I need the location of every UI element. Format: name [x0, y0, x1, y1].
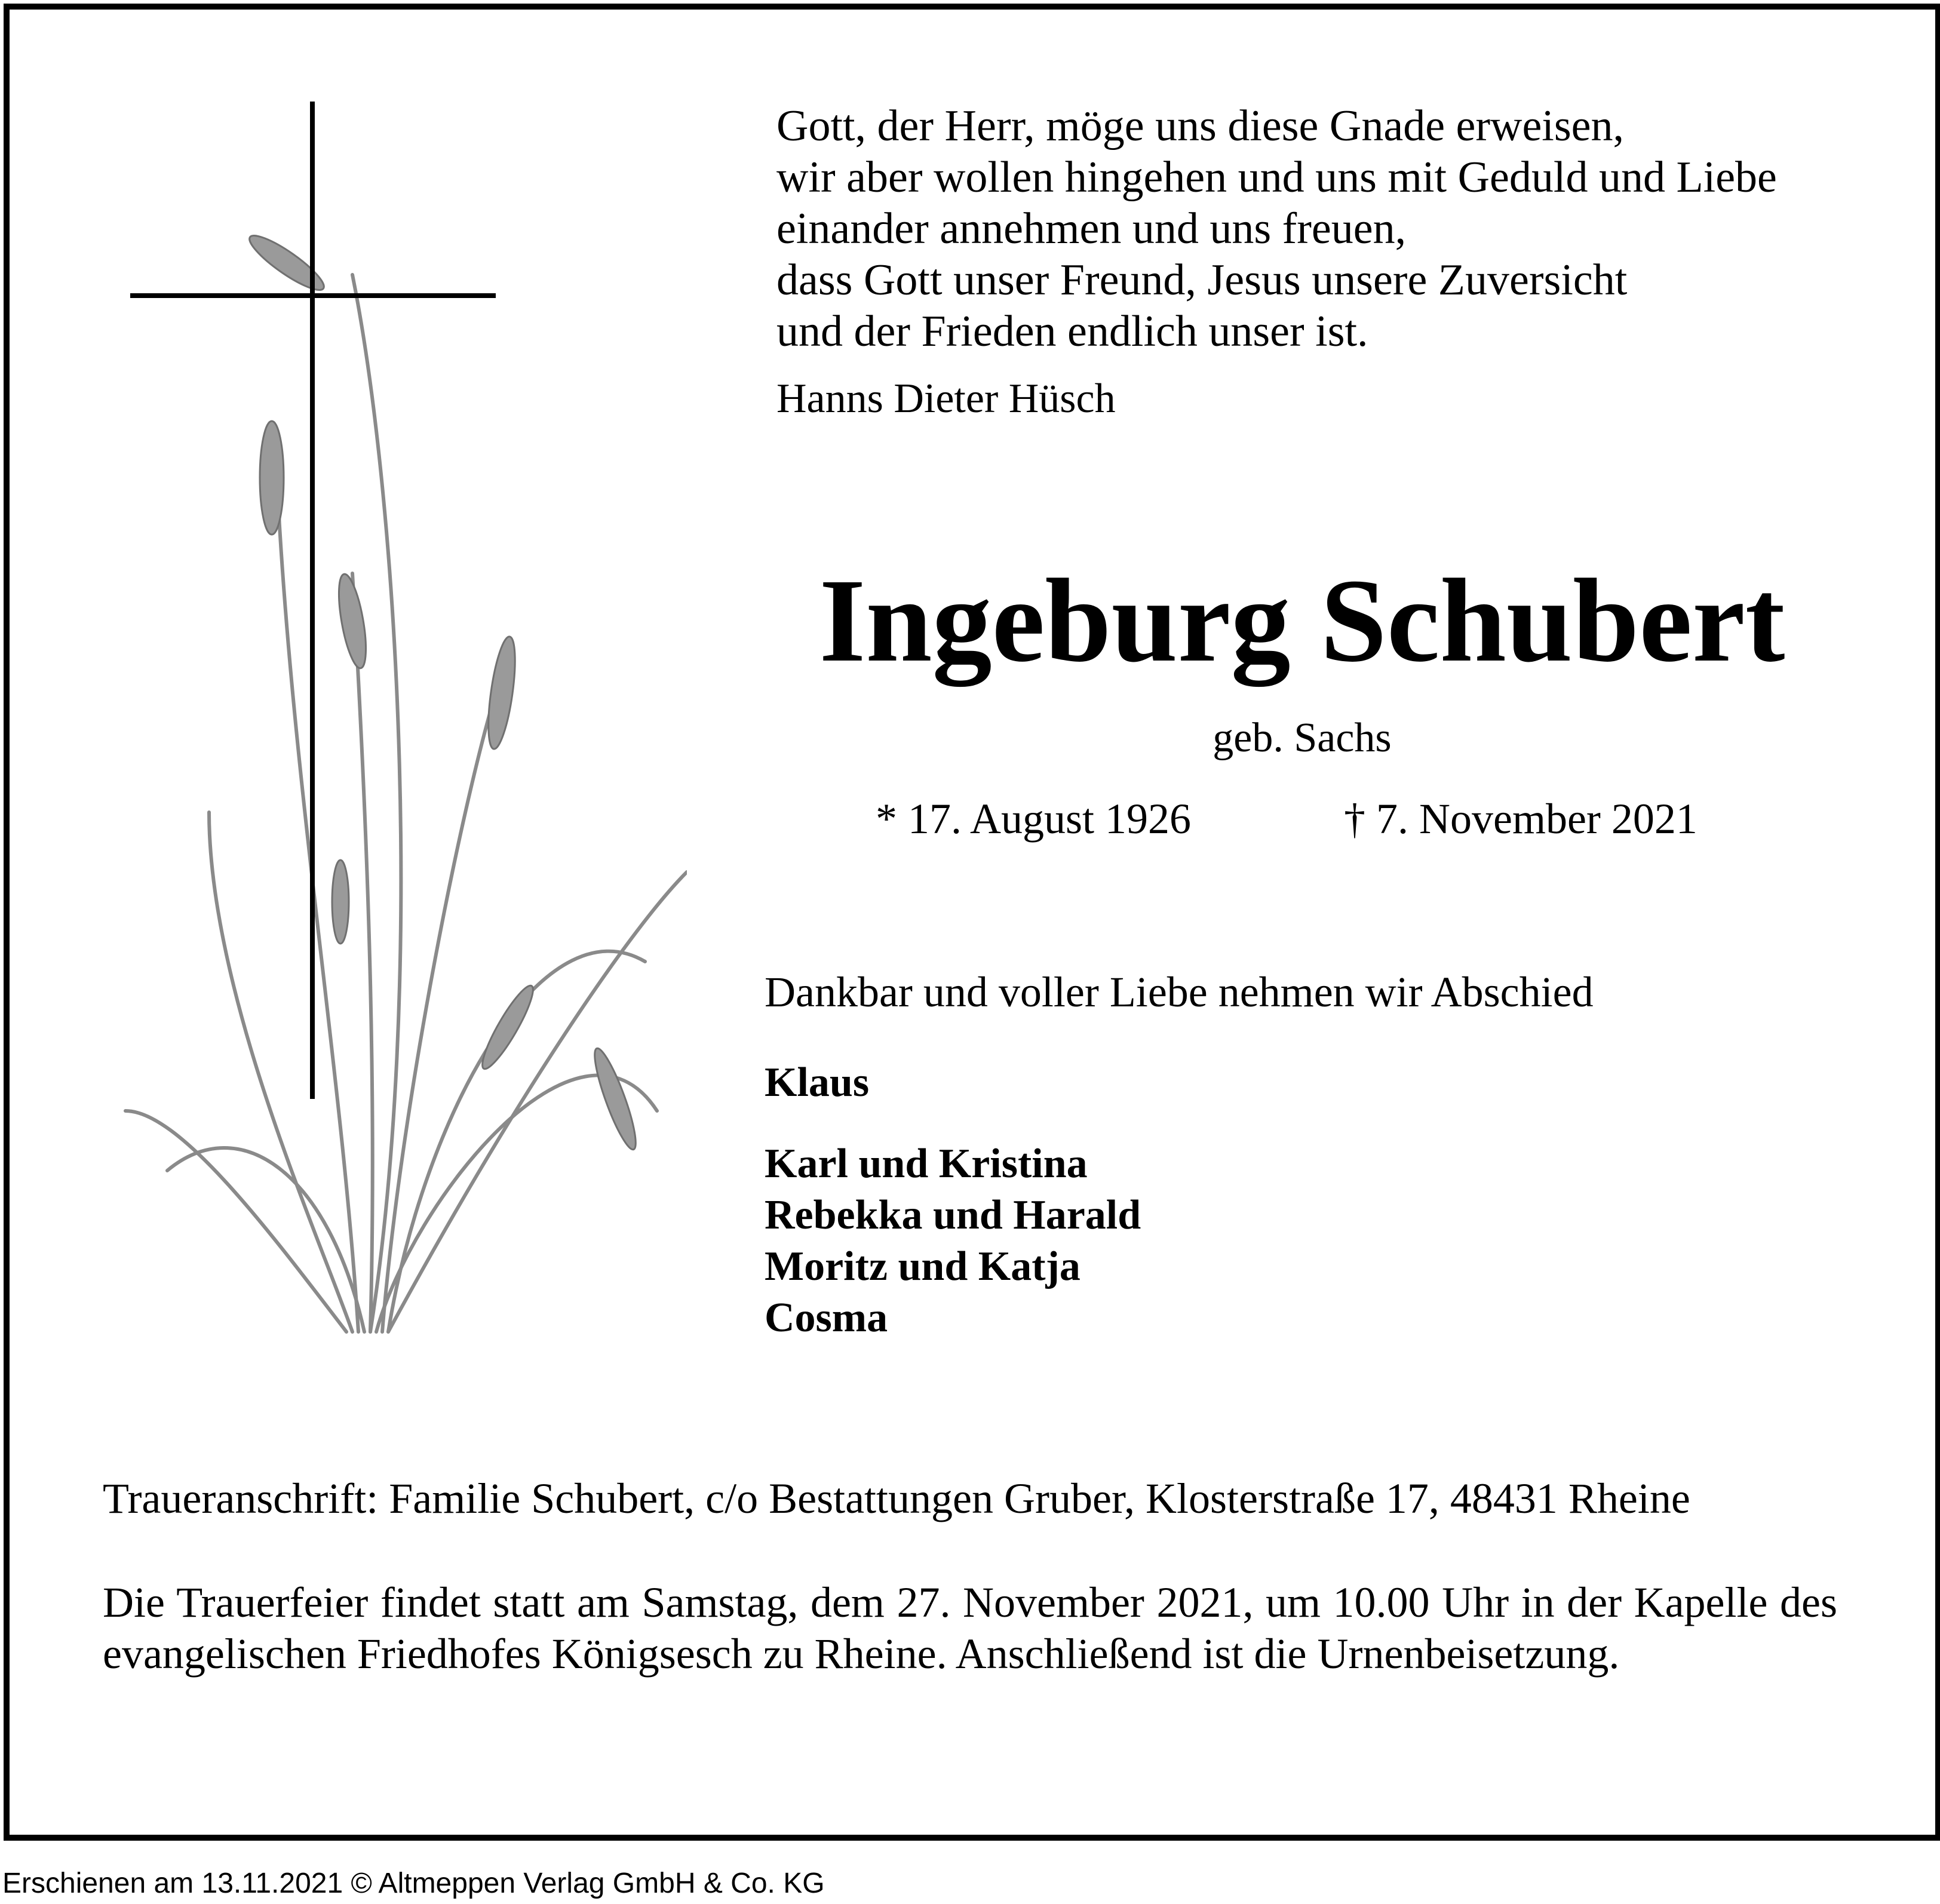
- cross-with-grass-illustration: [90, 96, 687, 1350]
- quote-line: und der Frieden endlich unser ist.: [776, 307, 1368, 356]
- mourner-name: Moritz und Katja: [765, 1243, 1080, 1289]
- grass-stalks-icon: [125, 275, 687, 1332]
- grain-heads: [244, 228, 643, 1153]
- mourner-name: Cosma: [765, 1295, 888, 1341]
- quote-line: wir aber wollen hingehen und uns mit Geduld und Liebe: [776, 153, 1777, 202]
- service-announcement: Die Trauerfeier findet statt am Samstag, dem 27. November 2021, um 10.00 Uhr in der Kapelle des evangelischen Friedhofes Königsesch zu Rheine. Anschließend ist die Urnenbeisetzung.: [103, 1579, 1837, 1678]
- quote-line: dass Gott unser Freund, Jesus unsere Zuversicht: [776, 256, 1628, 305]
- mourning-address: Traueranschrift: Familie Schubert, c/o Bestattungen Gruber, Klosterstraße 17, 48431 Rheine: [103, 1475, 1690, 1522]
- farewell-intro: Dankbar und voller Liebe nehmen wir Abschied: [765, 968, 1594, 1016]
- mourner-group: [765, 1057, 869, 1108]
- quote-line: Gott, der Herr, möge uns diese Gnade erweisen,: [776, 102, 1625, 151]
- publication-footer: Erschienen am 13.11.2021 © Altmeppen Verlag GmbH & Co. KG: [2, 1868, 825, 1899]
- mourner-name: Karl und Kristina: [765, 1141, 1088, 1187]
- mourner-name: Rebekka und Harald: [765, 1192, 1141, 1238]
- quote-line: einander annehmen und uns freuen,: [776, 204, 1407, 253]
- cross-icon: [130, 102, 496, 1099]
- poem-quote: [776, 100, 1777, 357]
- mourner-group: [765, 1138, 1141, 1344]
- birth-date: * 17. August 1926: [876, 795, 1192, 843]
- maiden-name: geb. Sachs: [1212, 715, 1392, 761]
- mourner-name: Klaus: [765, 1060, 870, 1105]
- quote-author: Hanns Dieter Hüsch: [776, 376, 1116, 422]
- deceased-name: Ingeburg Schubert: [819, 555, 1785, 687]
- death-date: † 7. November 2021: [1344, 795, 1698, 843]
